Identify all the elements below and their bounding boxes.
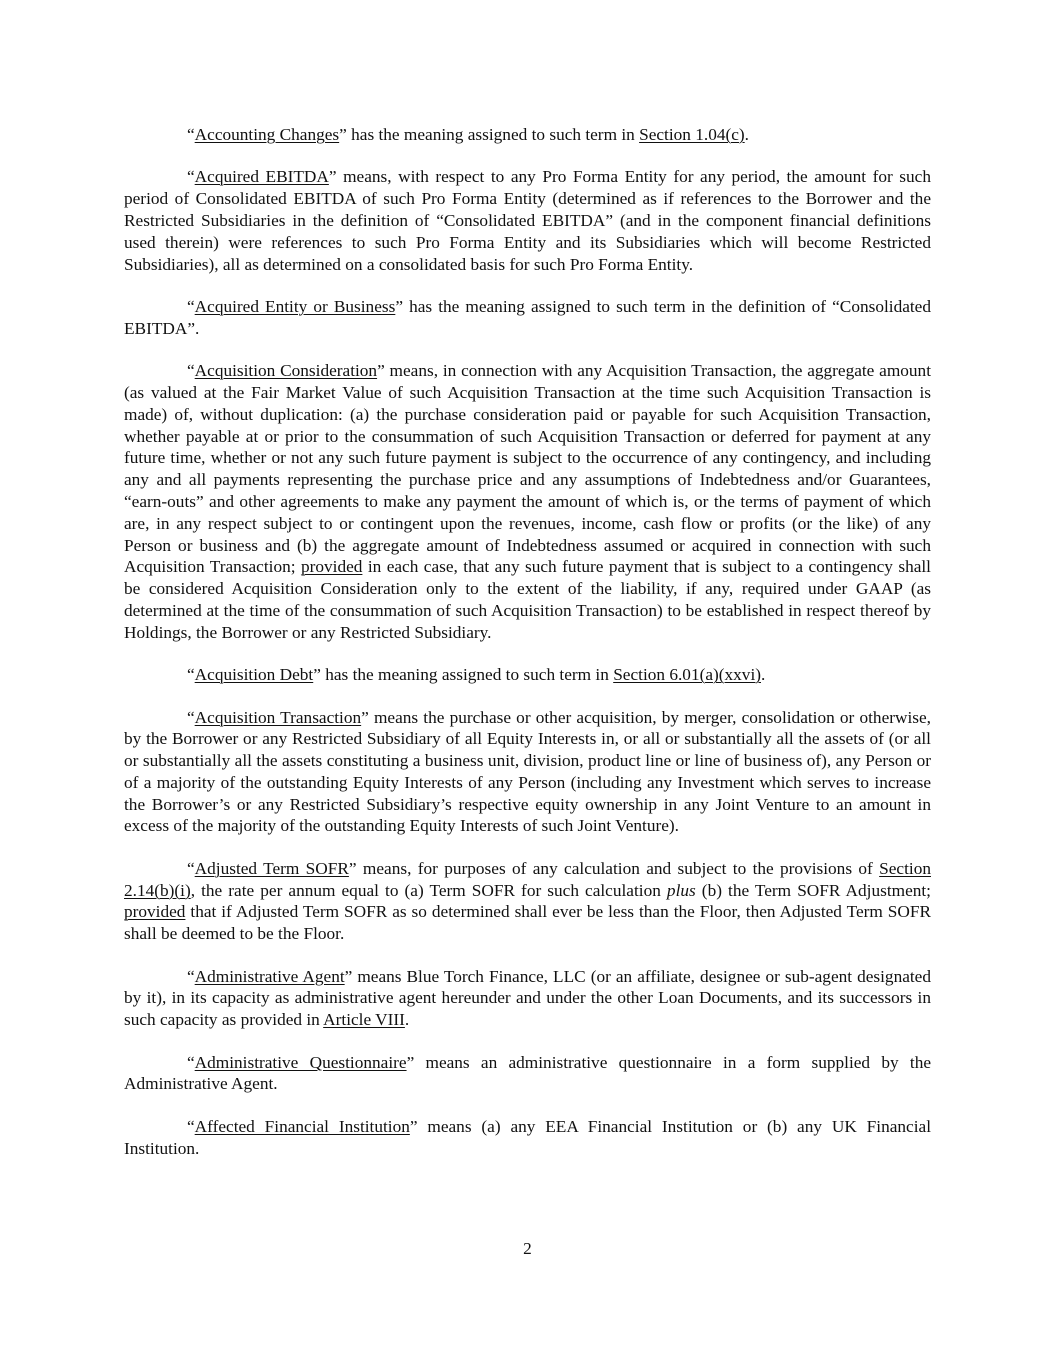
definition-acquisition-transaction <box>124 707 931 838</box>
text-run: “ <box>187 1052 195 1072</box>
defined-term: Administrative Agent <box>194 966 345 986</box>
definition-accounting-changes <box>124 124 931 146</box>
cross-reference: provided <box>124 902 186 922</box>
text-run: ” means the purchase or other acquisition, by merger, consolidation or otherwise, by the Borrower or any Restricted Subsidiary of all Equity Interests in, or all or substantially all the assets of (or all or substantially all the assets constituting a business unit, division, product line or line of business of), any Person or of a majority of the outstanding Equity Interests of any Person (including any Investment which serves to increase the Borrower’s or any Restricted Subsidiary’s respective equity ownership in any Joint Venture to an amount in excess of the majority of the outstanding Equity Interests of such Joint Venture). <box>124 707 931 836</box>
cross-reference: Section 6.01(a)(xxvi) <box>613 665 761 685</box>
text-run: “ <box>187 1116 195 1136</box>
text-run: “ <box>187 966 195 986</box>
text-run: (b) the Term SOFR Adjustment; <box>695 880 931 900</box>
text-run: “ <box>187 296 195 316</box>
emphasis: plus <box>666 880 696 900</box>
text-run: . <box>404 1010 410 1030</box>
defined-term: Acquisition Consideration <box>194 361 378 381</box>
text-run: . <box>761 665 766 685</box>
text-run: “ <box>187 707 195 727</box>
text-run: “ <box>187 167 195 187</box>
defined-term: Acquisition Transaction <box>194 707 362 727</box>
text-run: ” has the meaning assigned to such term in the definition of “Consolidated EBITDA”. <box>124 296 931 338</box>
definition-affected-financial-institution <box>124 1116 931 1160</box>
text-run: , the rate per annum equal to (a) Term SOFR for such calculation <box>190 880 667 900</box>
defined-term: Administrative Questionnaire <box>194 1052 407 1072</box>
cross-reference: Section 2.14(b)(i) <box>124 858 931 900</box>
defined-term: Acquired EBITDA <box>194 167 329 187</box>
text-run: ” means (a) any EEA Financial Institution or (b) any UK Financial Institution. <box>124 1116 931 1158</box>
defined-term: Acquisition Debt <box>194 665 314 685</box>
text-run: ” means Blue Torch Finance, LLC (or an affiliate, designee or sub-agent designated by it), in its capacity as administrative agent hereunder and under the other Loan Documents, and its successors in such capacity as provided in <box>124 966 931 1030</box>
text-run: ” means an administrative questionnaire in a form supplied by the Administrative Agent. <box>124 1052 932 1094</box>
text-run: ” has the meaning assigned to such term in <box>313 665 614 685</box>
definition-adjusted-term-sofr <box>124 858 931 945</box>
cross-reference: provided <box>300 557 363 577</box>
definition-administrative-questionnaire <box>124 1052 931 1096</box>
text-run: that if Adjusted Term SOFR as so determined shall ever be less than the Floor, then Adjusted Term SOFR shall be deemed to be the Floor. <box>124 902 931 944</box>
defined-term: Adjusted Term SOFR <box>194 858 349 878</box>
text-run: ” means, for purposes of any calculation and subject to the provisions of <box>348 858 880 878</box>
text-run: “ <box>187 361 195 381</box>
definition-acquired-entity-or-business <box>124 296 931 340</box>
page-number: 2 <box>523 1239 532 1258</box>
defined-term: Affected Financial Institution <box>194 1116 410 1136</box>
definition-acquisition-consideration <box>124 360 931 643</box>
defined-term: Acquired Entity or Business <box>194 296 396 316</box>
definition-administrative-agent <box>124 966 931 1031</box>
document-page <box>124 124 931 1180</box>
text-run: ” means, in connection with any Acquisition Transaction, the aggregate amount (as valued at the Fair Market Value of such Acquisition Transaction at the time such Acquisition Transaction is made) of, without duplication: (a) the purchase consideration paid or payable for such Acquisition Transaction, whether payable at or prior to the consummation of such Acquisition Transaction or deferred for payment at any future time, whether or not any such future payment is subject to the occurrence of any contingency, and including any and all payments representing the purchase price and any assumptions of Indebtedness and/or Guarantees, “earn-outs” and other agreements to make any payment the amount of which is, or the terms of payment of which are, in any respect subject to or contingent upon the revenues, income, cash flow or profits (or the like) of any Person or business and (b) the aggregate amount of Indebtedness assumed or acquired in connection with such Acquisition Transaction; <box>124 361 931 577</box>
text-run: . <box>744 125 749 144</box>
text-run: “ <box>187 125 195 144</box>
text-run: “ <box>187 665 195 685</box>
definition-acquired-ebitda <box>124 166 931 275</box>
text-run: “ <box>187 858 195 878</box>
definition-acquisition-debt <box>124 664 931 686</box>
cross-reference: Section 1.04(c) <box>639 125 745 144</box>
cross-reference: Article VIII <box>323 1010 405 1030</box>
text-run: ” has the meaning assigned to such term in <box>339 125 640 144</box>
defined-term: Accounting Changes <box>194 125 340 144</box>
text-run: in each case, that any such future payment that is subject to a contingency shall be considered Acquisition Consideration only to the extent of the liability, if any, required under GAAP (as determined at the time of the consummation of such Acquisition Transaction) to be established in respect thereof by Holdings, the Borrower or any Restricted Subsidiary. <box>124 557 931 642</box>
text-run: ” means, with respect to any Pro Forma Entity for any period, the amount for such period of Consolidated EBITDA of such Pro Forma Entity (determined as if references to the Borrower and the Restricted Subsidiaries in the definition of “Consolidated EBITDA” (and in the component financial definitions used therein) were references to such Pro Forma Entity and its Subsidiaries which will become Restricted Subsidiaries), all as determined on a consolidated basis for such Pro Forma Entity. <box>124 167 931 274</box>
